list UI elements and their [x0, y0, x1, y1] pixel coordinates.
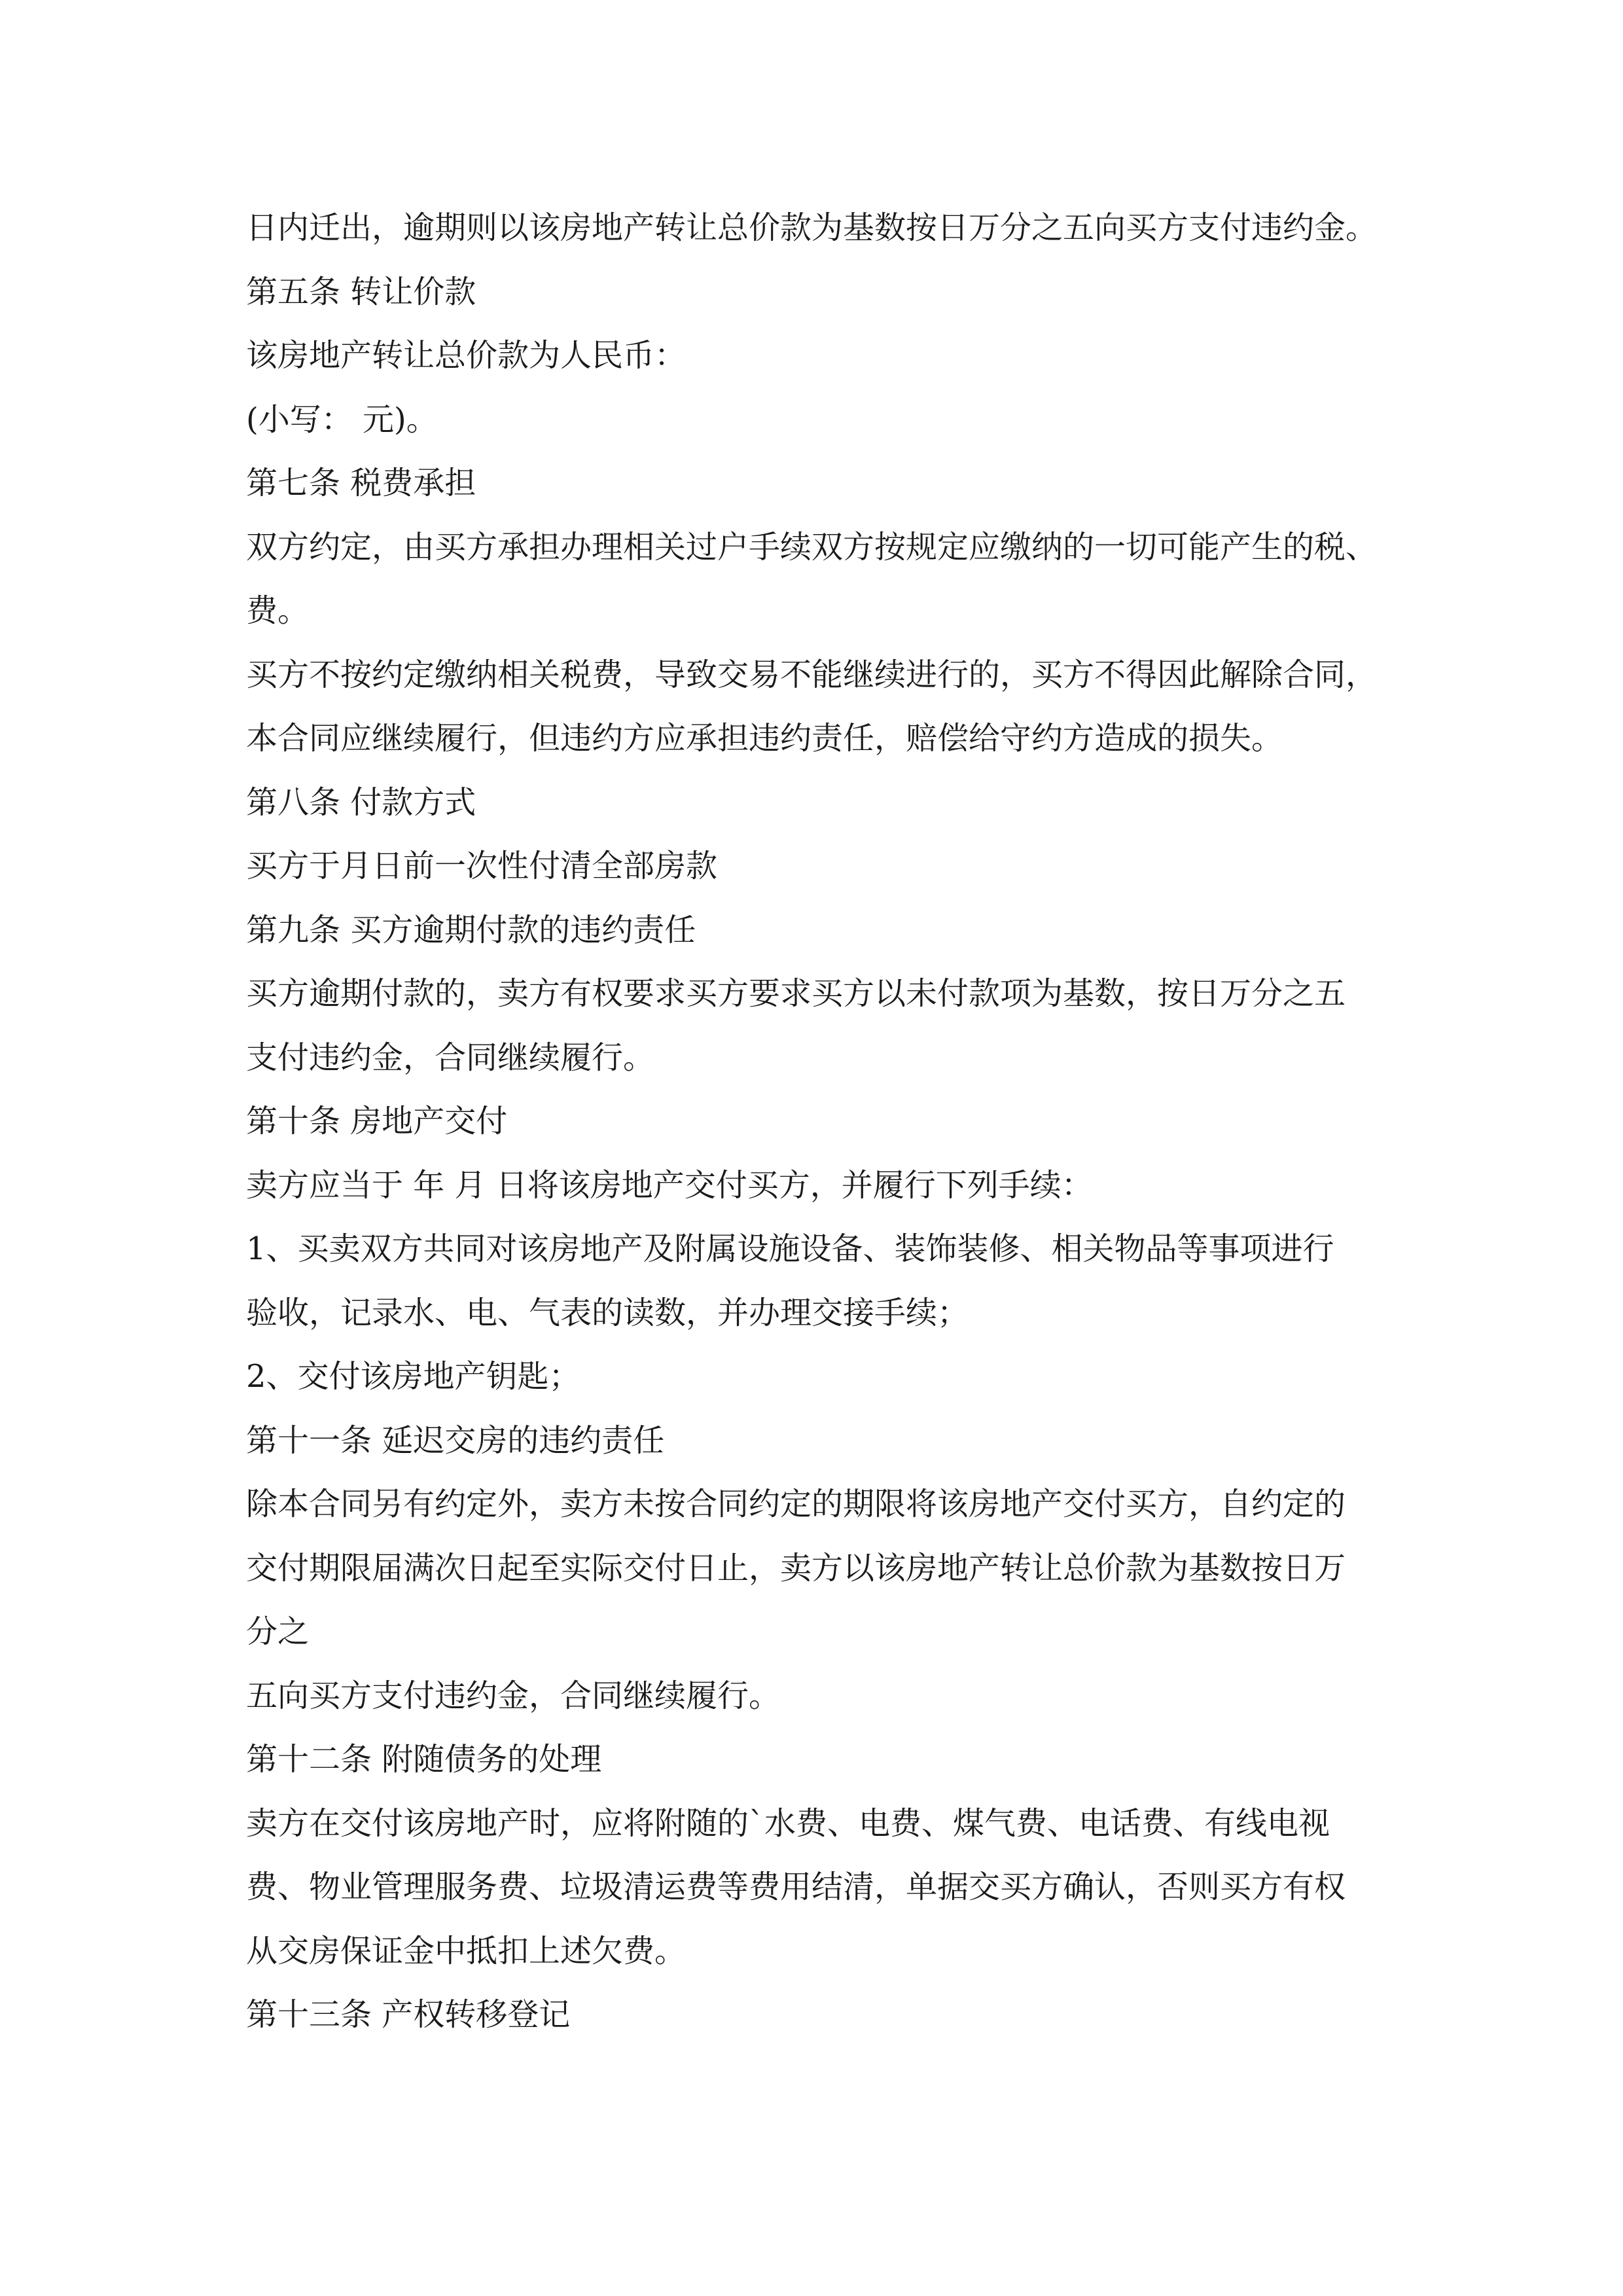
text-line: 本合同应继续履行，但违约方应承担违约责任，赔偿给守约方造成的损失。 [246, 720, 1283, 757]
text-line: 双方约定，由买方承担办理相关过户手续双方按规定应缴纳的一切可能产生的税、 [246, 528, 1378, 565]
text-line: 分之 [246, 1613, 310, 1650]
text-line: 卖方在交付该房地产时，应将附随的`水费、电费、煤气费、电话费、有线电视 [246, 1804, 1330, 1842]
contract-body [246, 196, 1398, 2047]
text-line: 该房地产转让总价款为人民币： [246, 337, 687, 374]
text-line: (小写： 元)。 [246, 401, 438, 438]
section-heading-article-12: 第十二条 附随债务的处理 [246, 1741, 602, 1778]
text-line: 除本合同另有约定外，卖方未按合同约定的期限将该房地产交付买方，自约定的 [246, 1486, 1346, 1522]
section-heading-article-11: 第十一条 延迟交房的违约责任 [246, 1422, 665, 1459]
section-heading-article-10: 第十条 房地产交付 [246, 1103, 508, 1139]
text-line: 交付期限届满次日起至实际交付日止，卖方以该房地产转让总价款为基数按日万 [246, 1549, 1346, 1587]
text-line: 费、物业管理服务费、垃圾清运费等费用结清，单据交买方确认，否则买方有权 [246, 1869, 1346, 1905]
list-item-1: 1、买卖双方共同对该房地产及附属设施设备、装饰装修、相关物品等事项进行 [246, 1230, 1334, 1267]
text-line: 费。 [246, 592, 310, 629]
text-line: 买方不按约定缴纳相关税费，导致交易不能继续进行的，买方不得因此解除合同， [246, 656, 1378, 693]
section-heading-article-5: 第五条 转让价款 [246, 273, 476, 310]
text-line: 五向买方支付违约金，合同继续履行。 [246, 1677, 781, 1714]
text-line: 从交房保证金中抵扣上述欠费。 [246, 1932, 687, 1969]
text-line: 日内迁出，逾期则以该房地产转让总价款为基数按日万分之五向买方支付违约金。 [246, 209, 1378, 246]
text-line: 买方逾期付款的，卖方有权要求买方要求买方以未付款项为基数，按日万分之五 [246, 975, 1346, 1012]
section-heading-article-7: 第七条 税费承担 [246, 465, 476, 501]
list-item-2: 2、交付该房地产钥匙； [246, 1358, 580, 1395]
text-line: 验收，记录水、电、气表的读数，并办理交接手续； [246, 1294, 969, 1331]
text-line: 卖方应当于 年 月 日将该房地产交付买方，并履行下列手续： [246, 1166, 1093, 1204]
text-line: 买方于月日前一次性付清全部房款 [246, 848, 718, 884]
section-heading-article-9: 第九条 买方逾期付款的违约责任 [246, 911, 696, 948]
text-line: 支付违约金，合同继续履行。 [246, 1039, 655, 1076]
section-heading-article-13: 第十三条 产权转移登记 [246, 1996, 571, 2033]
section-heading-article-8: 第八条 付款方式 [246, 783, 476, 821]
